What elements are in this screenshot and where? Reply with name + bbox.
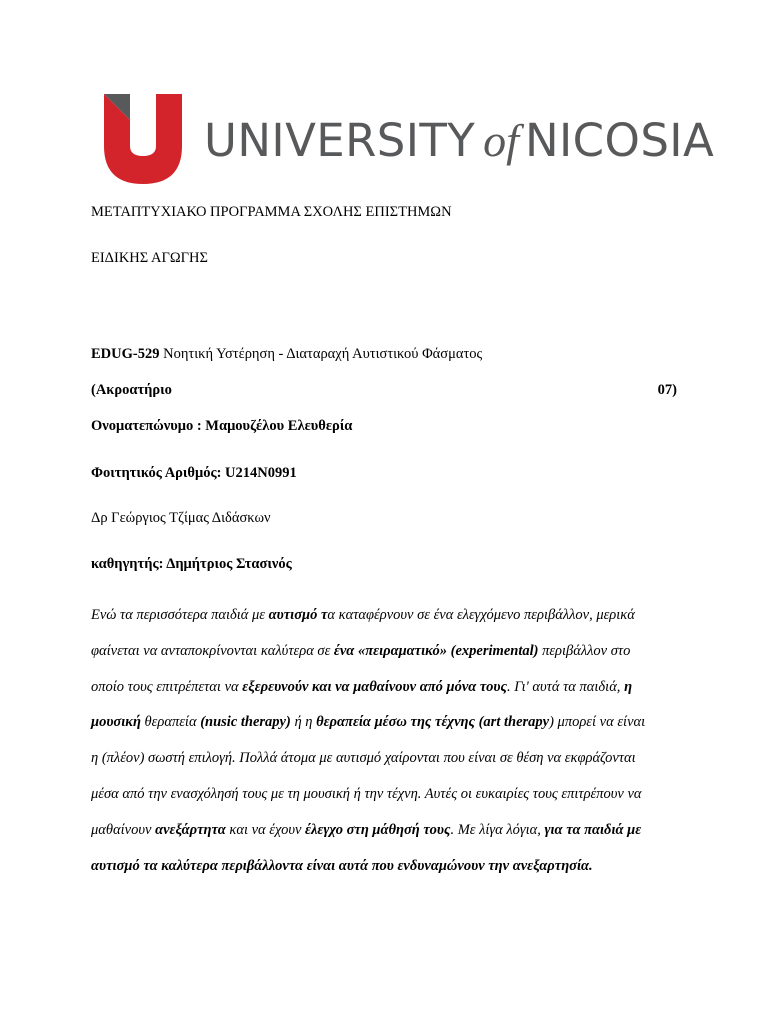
course-code: EDUG-529 <box>91 346 160 362</box>
text-run: . Με λίγα λόγια, <box>450 821 545 838</box>
text-run: μαθαίνουν <box>91 821 156 838</box>
akroatirio-line <box>91 382 677 399</box>
text-run-bold: έλεγχο στη μάθησή τους <box>305 821 451 838</box>
wordmark-university: UNIVERSITY <box>204 114 476 167</box>
akroatirio-number: 07) <box>657 382 677 398</box>
text-run-bold: ανεξάρτητα <box>155 821 226 838</box>
wordmark-nicosia: NICOSIA <box>524 114 715 167</box>
text-run: ή η <box>290 714 317 731</box>
text-run: και να έχουν <box>225 821 306 838</box>
text-run: οποίο τους επιτρέπεται να <box>91 678 243 695</box>
instructor-line-2: καθηγητής: Δημήτριος Στασινός <box>91 556 292 572</box>
paragraph-line <box>91 634 677 670</box>
text-run-bold: εξερευνούν και να μαθαίνουν από μόνα τους <box>242 678 507 695</box>
instructor-line-1: Δρ Γεώργιος Τζίμας Διδάσκων <box>91 510 271 526</box>
akroatirio-label: (Ακροατήριο <box>91 382 172 398</box>
university-shield-icon <box>104 94 182 184</box>
text-run-bold: ένα «πειραματικό» (experimental) <box>333 642 539 659</box>
program-title-line-1: ΜΕΤΑΠΤΥΧΙΑΚΟ ΠΡΟΓΡΑΜΜΑ ΣΧΟΛΗΣ ΕΠΙΣΤΗΜΩΝ <box>91 204 452 220</box>
university-logo <box>104 94 715 184</box>
paragraph-line <box>91 598 677 634</box>
text-run: α καταφέρνουν σε ένα ελεγχόμενο περιβάλλον, μερικά <box>327 607 635 623</box>
body-paragraph <box>91 598 677 884</box>
text-run-bold: αυτισμό τ <box>268 607 328 623</box>
text-run: φαίνεται να ανταποκρίνονται καλύτερα σε <box>91 642 334 659</box>
text-run-bold: (nusic therapy) <box>200 714 291 731</box>
text-run: ) μπορεί να είναι <box>549 714 646 731</box>
text-run-bold: μουσική <box>91 714 141 731</box>
wordmark-of: of <box>483 115 519 166</box>
text-run: θεραπεία <box>140 714 201 731</box>
paragraph-line <box>91 670 677 706</box>
paragraph-line: αυτισμό τα καλύτερα περιβάλλοντα είναι αυτά που ενδυναμώνουν την ανεξαρτησία. <box>91 857 593 874</box>
paragraph-line: η (πλέον) σωστή επιλογή. Πολλά άτομα με αυτισμό χαίρονται που είναι σε θέση να εκφράζονται <box>91 750 636 767</box>
text-run-bold: για τα παιδιά με <box>544 821 642 838</box>
text-run: περιβάλλον στο <box>538 642 631 659</box>
paragraph-line <box>91 813 677 849</box>
text-run: . Γι' αυτά τα παιδιά, <box>506 678 625 695</box>
text-run: Ενώ τα περισσότερα παιδιά με <box>91 607 269 623</box>
student-id: Φοιτητικός Αριθμός: U214N0991 <box>91 465 297 481</box>
text-run-bold: θεραπεία μέσω της τέχνης (art therapy <box>316 714 550 731</box>
course-title: Νοητική Υστέρηση - Διαταραχή Αυτιστικού Φάσματος <box>159 346 483 362</box>
program-title-line-2: ΕΙΔΙΚΗΣ ΑΓΩΓΗΣ <box>91 250 208 266</box>
university-wordmark <box>204 114 714 168</box>
paragraph-line <box>91 705 677 741</box>
student-name: Ονοματεπώνυμο : Μαμουζέλου Ελευθερία <box>91 418 353 434</box>
paragraph-line: μέσα από την ενασχόλησή τους με τη μουσική ή την τέχνη. Αυτές οι ευκαιρίες τους επιτρέπουν να <box>91 785 642 802</box>
text-run-bold: η <box>624 678 633 695</box>
course-line <box>91 346 482 363</box>
